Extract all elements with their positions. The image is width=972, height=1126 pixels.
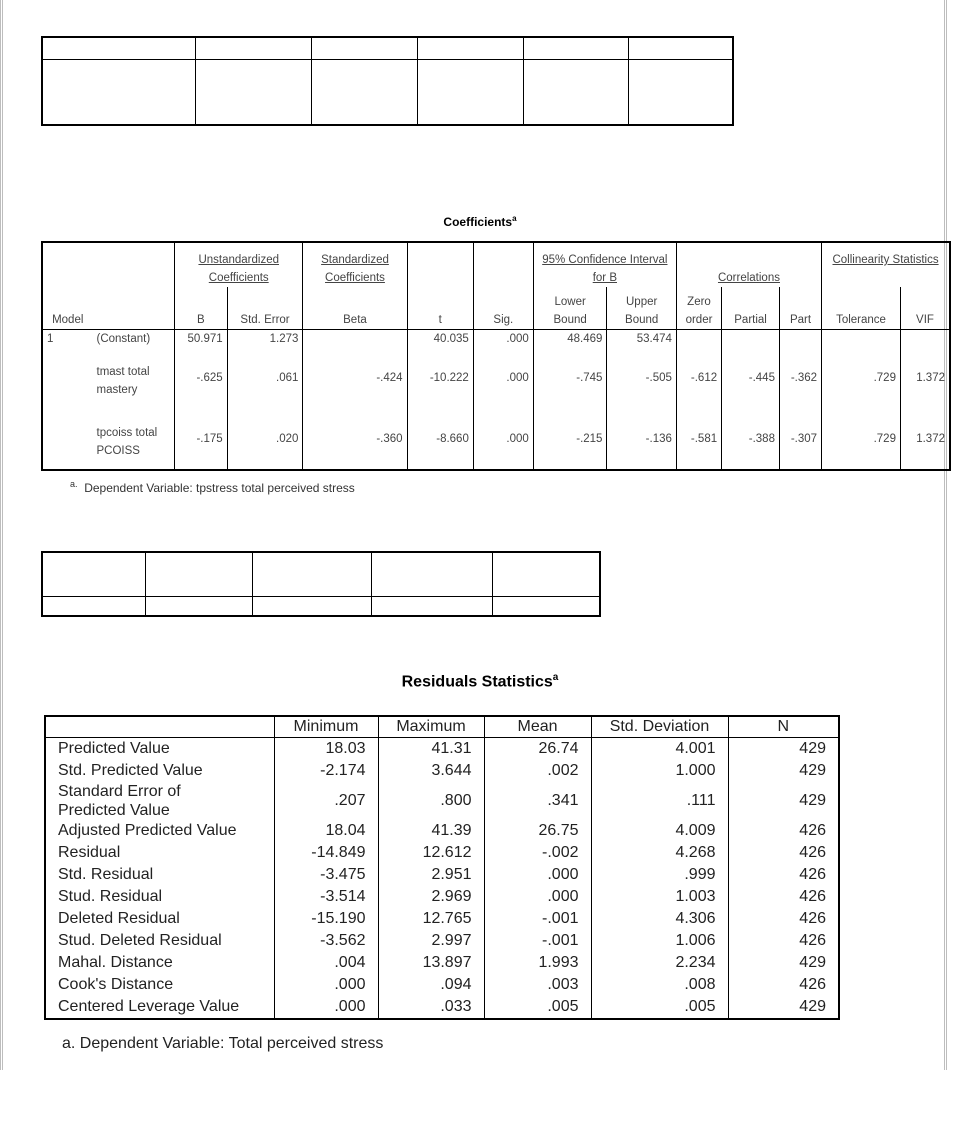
header-collinearity: Collinearity Statistics: [822, 242, 950, 287]
cell-mean: .000: [484, 864, 591, 886]
cell-n: 426: [728, 930, 839, 952]
row-label: Deleted Residual: [58, 910, 180, 927]
cell-max: 2.969: [378, 886, 484, 908]
table-row: [45, 782, 839, 820]
cell-zero: -.612: [676, 348, 721, 409]
table-row: [42, 409, 950, 470]
cell-tolerance: .729: [822, 348, 901, 409]
cell-partial: -.445: [722, 348, 780, 409]
header-sig-blank: [473, 242, 533, 287]
table-row: [45, 820, 839, 842]
cell-sd: 4.001: [591, 738, 728, 761]
cell-se: .020: [227, 409, 303, 470]
cell-sd: 2.234: [591, 952, 728, 974]
row-label: (Constant): [93, 329, 175, 348]
row-label: Std. Predicted Value: [58, 762, 203, 779]
cell-sig: .000: [473, 348, 533, 409]
cell-max: 2.951: [378, 864, 484, 886]
cell-mean: .005: [484, 996, 591, 1019]
cell-beta: -.360: [303, 409, 407, 470]
table-row: [45, 738, 839, 761]
cell-min: -15.190: [274, 908, 378, 930]
cell-upper: -.505: [607, 348, 676, 409]
header-std-error: Std. Error: [227, 287, 303, 329]
cell-max: .800: [378, 782, 484, 820]
header-part: Part: [779, 287, 821, 329]
cell-min: .207: [274, 782, 378, 820]
cell-t: -8.660: [407, 409, 473, 470]
cell-sd: .111: [591, 782, 728, 820]
cell-sd: .008: [591, 974, 728, 996]
cell-zero: [676, 329, 721, 348]
header-blank: [42, 242, 175, 287]
cell-lower: -.745: [533, 348, 607, 409]
cell-max: .094: [378, 974, 484, 996]
cell-mean: -.001: [484, 908, 591, 930]
cell-beta: [303, 329, 407, 348]
header-maximum: Maximum: [378, 716, 484, 738]
header-mean: Mean: [484, 716, 591, 738]
cell-mean: 26.75: [484, 820, 591, 842]
header-minimum: Minimum: [274, 716, 378, 738]
cell-mean: .002: [484, 760, 591, 782]
row-label: Residual: [58, 844, 121, 861]
cell-max: 12.765: [378, 908, 484, 930]
cell-n: 429: [728, 760, 839, 782]
table-row: [45, 864, 839, 886]
cell-sd: .005: [591, 996, 728, 1019]
residuals-title: Residuals Statistics$^a$: [401, 672, 559, 691]
header-vif: VIF: [900, 287, 950, 329]
cell-beta: -.424: [303, 348, 407, 409]
row-label: Stud. Deleted Residual: [58, 932, 222, 949]
cell-b: -.175: [175, 409, 228, 470]
cell-min: -3.475: [274, 864, 378, 886]
cell-sd: 4.009: [591, 820, 728, 842]
header-n: N: [728, 716, 839, 738]
cell-part: -.362: [779, 348, 821, 409]
right-frame-border: [944, 0, 948, 1070]
cell-n: 426: [728, 974, 839, 996]
cell-b: -.625: [175, 348, 228, 409]
cell-min: .000: [274, 974, 378, 996]
cell-max: 2.997: [378, 930, 484, 952]
cell-sd: 4.306: [591, 908, 728, 930]
table-row: [45, 842, 839, 864]
empty-table-middle: [41, 551, 601, 617]
coefficients-title: Coefficients$^a$: [443, 214, 517, 229]
model-number: 1: [42, 329, 93, 348]
row-label: Cook's Distance: [58, 976, 174, 993]
row-label: Std. Residual: [58, 866, 154, 883]
cell-sig: .000: [473, 329, 533, 348]
cell-vif: [900, 329, 950, 348]
cell-max: 12.612: [378, 842, 484, 864]
header-sig: Sig.: [473, 287, 533, 329]
cell-n: 426: [728, 864, 839, 886]
row-label: Predicted Value: [58, 740, 170, 757]
cell-upper: 53.474: [607, 329, 676, 348]
cell-n: 429: [728, 782, 839, 820]
residuals-footnote: a. Dependent Variable: Total perceived stress: [62, 1035, 384, 1052]
cell-upper: -.136: [607, 409, 676, 470]
cell-partial: [722, 329, 780, 348]
cell-mean: .341: [484, 782, 591, 820]
cell-min: -2.174: [274, 760, 378, 782]
cell-min: .004: [274, 952, 378, 974]
cell-mean: -.001: [484, 930, 591, 952]
cell-part: -.307: [779, 409, 821, 470]
residuals-table: [44, 715, 840, 1020]
table-row: [45, 952, 839, 974]
cell-se: 1.273: [227, 329, 303, 348]
cell-lower: 48.469: [533, 329, 607, 348]
header-unstandardized: Unstandardized Coefficients: [175, 242, 303, 287]
header-lower-bound: Lower Bound: [533, 287, 607, 329]
cell-sd: 1.003: [591, 886, 728, 908]
header-model: Model: [42, 287, 93, 329]
cell-t: -10.222: [407, 348, 473, 409]
header-standardized: Standardized Coefficients: [303, 242, 407, 287]
header-t: t: [407, 287, 473, 329]
cell-max: 41.31: [378, 738, 484, 761]
table-row: [45, 974, 839, 996]
cell-max: 3.644: [378, 760, 484, 782]
table-row: [42, 348, 950, 409]
cell-n: 426: [728, 908, 839, 930]
cell-sd: 1.000: [591, 760, 728, 782]
row-label: Mahal. Distance: [58, 954, 173, 971]
cell-mean: .003: [484, 974, 591, 996]
table-row: [42, 329, 950, 348]
coefficients-table: [41, 241, 951, 471]
cell-mean: 1.993: [484, 952, 591, 974]
cell-max: 41.39: [378, 820, 484, 842]
cell-vif: 1.372: [900, 409, 950, 470]
coefficients-footnote: $^{a.}$ Dependent Variable: tpstress total perceived stress: [70, 479, 355, 495]
cell-tolerance: .729: [822, 409, 901, 470]
row-label: Standard Error of Predicted Value: [58, 783, 181, 819]
header-model-blank: [93, 287, 175, 329]
cell-mean: .000: [484, 886, 591, 908]
cell-sd: 1.006: [591, 930, 728, 952]
cell-n: 429: [728, 952, 839, 974]
cell-min: -14.849: [274, 842, 378, 864]
table-row: [45, 760, 839, 782]
header-partial: Partial: [722, 287, 780, 329]
header-t-blank: [407, 242, 473, 287]
row-label: Adjusted Predicted Value: [58, 822, 237, 839]
cell-sig: .000: [473, 409, 533, 470]
cell-max: .033: [378, 996, 484, 1019]
cell-n: 429: [728, 738, 839, 761]
row-label: tmast total mastery: [93, 348, 175, 409]
cell-min: -3.562: [274, 930, 378, 952]
left-frame-border: [0, 0, 3, 1070]
cell-sd: 4.268: [591, 842, 728, 864]
row-label: tpcoiss total PCOISS: [93, 409, 175, 470]
cell-max: 13.897: [378, 952, 484, 974]
table-row: [45, 886, 839, 908]
cell-vif: 1.372: [900, 348, 950, 409]
table-row: [45, 996, 839, 1019]
cell-mean: -.002: [484, 842, 591, 864]
cell-min: 18.03: [274, 738, 378, 761]
cell-b: 50.971: [175, 329, 228, 348]
cell-n: 426: [728, 886, 839, 908]
cell-se: .061: [227, 348, 303, 409]
cell-tolerance: [822, 329, 901, 348]
header-correlations: Correlations: [676, 242, 821, 287]
header-blank: [45, 716, 274, 738]
cell-n: 429: [728, 996, 839, 1019]
cell-partial: -.388: [722, 409, 780, 470]
cell-min: -3.514: [274, 886, 378, 908]
header-upper-bound: Upper Bound: [607, 287, 676, 329]
row-label: Stud. Residual: [58, 888, 163, 905]
cell-part: [779, 329, 821, 348]
table-row: [45, 908, 839, 930]
cell-min: 18.04: [274, 820, 378, 842]
header-b: B: [175, 287, 228, 329]
cell-n: 426: [728, 820, 839, 842]
cell-n: 426: [728, 842, 839, 864]
header-zero-order: Zero order: [676, 287, 721, 329]
header-beta: Beta: [303, 287, 407, 329]
cell-mean: 26.74: [484, 738, 591, 761]
row-label: Centered Leverage Value: [58, 998, 240, 1015]
header-tolerance: Tolerance: [822, 287, 901, 329]
cell-t: 40.035: [407, 329, 473, 348]
header-confidence: 95% Confidence Interval for B: [533, 242, 676, 287]
empty-table-top: [41, 36, 734, 126]
cell-min: .000: [274, 996, 378, 1019]
cell-sd: .999: [591, 864, 728, 886]
header-std-deviation: Std. Deviation: [591, 716, 728, 738]
cell-lower: -.215: [533, 409, 607, 470]
cell-zero: -.581: [676, 409, 721, 470]
table-row: [45, 930, 839, 952]
